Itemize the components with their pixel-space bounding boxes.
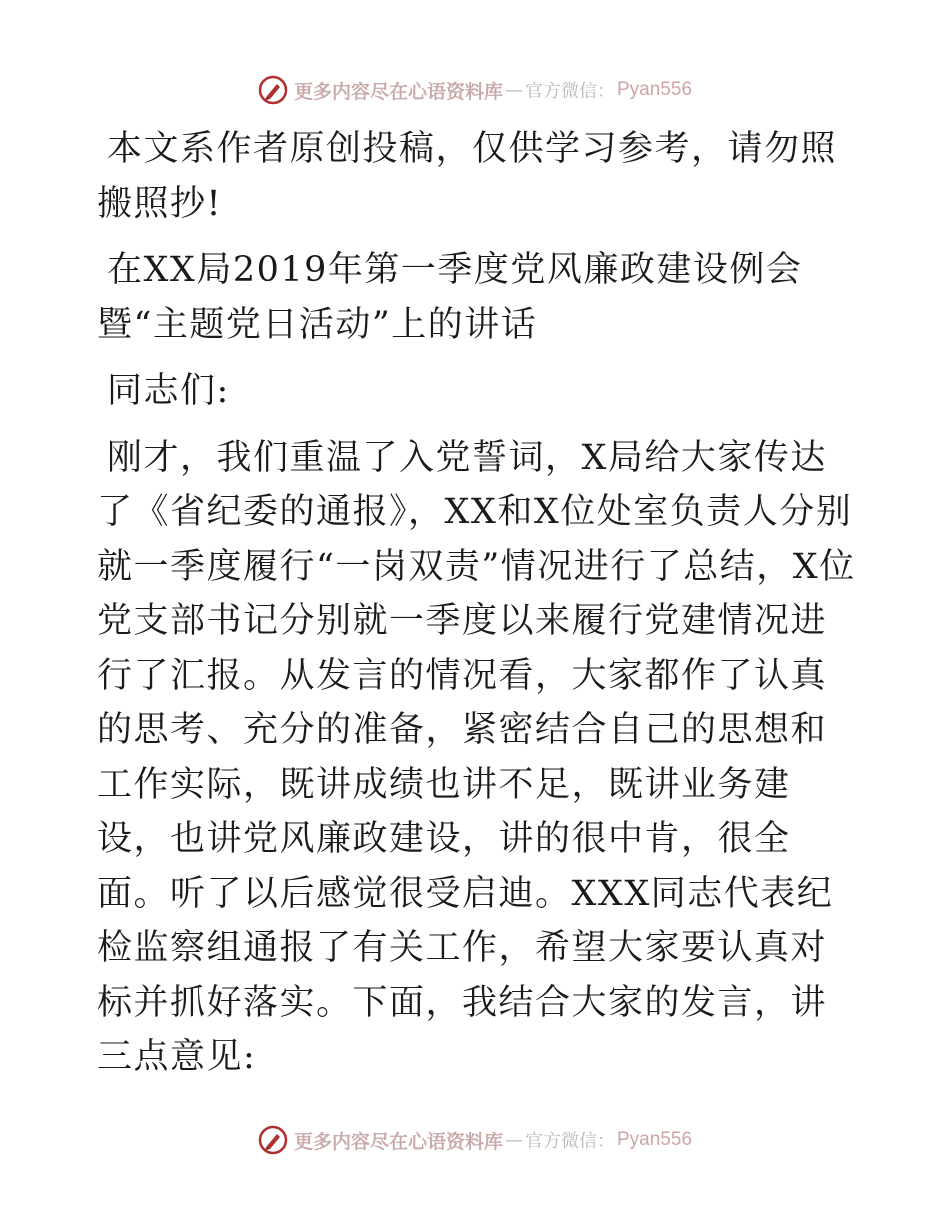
watermark-wechat-id: Pyan556	[617, 1129, 693, 1150]
watermark-site-text: 更多内容尽在心语资料库	[293, 1130, 503, 1153]
watermark-separator: —	[505, 1129, 523, 1151]
watermark-wechat-label: 官方微信：	[525, 1131, 615, 1152]
copyright-notice: 本文系作者原创投稿，仅供学习参考，请勿照搬照抄!	[97, 129, 838, 224]
pen-circle-logo-icon	[258, 1125, 288, 1155]
watermark-site-text: 更多内容尽在心语资料库	[293, 80, 503, 103]
header-watermark	[0, 70, 950, 110]
pen-circle-logo-icon	[258, 75, 288, 105]
document-body	[97, 122, 857, 1097]
footer-watermark	[0, 1120, 950, 1160]
watermark-wechat-label: 官方微信：	[525, 81, 615, 102]
salutation: 同志们:	[107, 371, 230, 411]
watermark-wechat-id: Pyan556	[617, 79, 693, 100]
watermark-separator: —	[505, 79, 523, 101]
speech-title: 在XX局2019年第一季度党风廉政建设例会暨“主题党日活动”上的讲话	[97, 250, 803, 345]
body-paragraph: 刚才，我们重温了入党誓词，X局给大家传达了《省纪委的通报》，XX和X位处室负责人分别就一季度履行“一岗双责”情况进行了总结，X位党支部书记分别就一季度以来履行党建情况进行了汇报。从发言的情况看，大家都作了认真的思考、充分的准备，紧密结合自己的思想和工作实际，既讲成绩也讲不足，既讲业务建设，也讲党风廉政建设，讲的很中肯，很全面。听了以后感觉很受启迪。XXX同志代表纪检监察组通报了有关工作，希望大家要认真对标并抓好落实。下面，我结合大家的发言，讲三点意见:	[97, 437, 856, 1077]
